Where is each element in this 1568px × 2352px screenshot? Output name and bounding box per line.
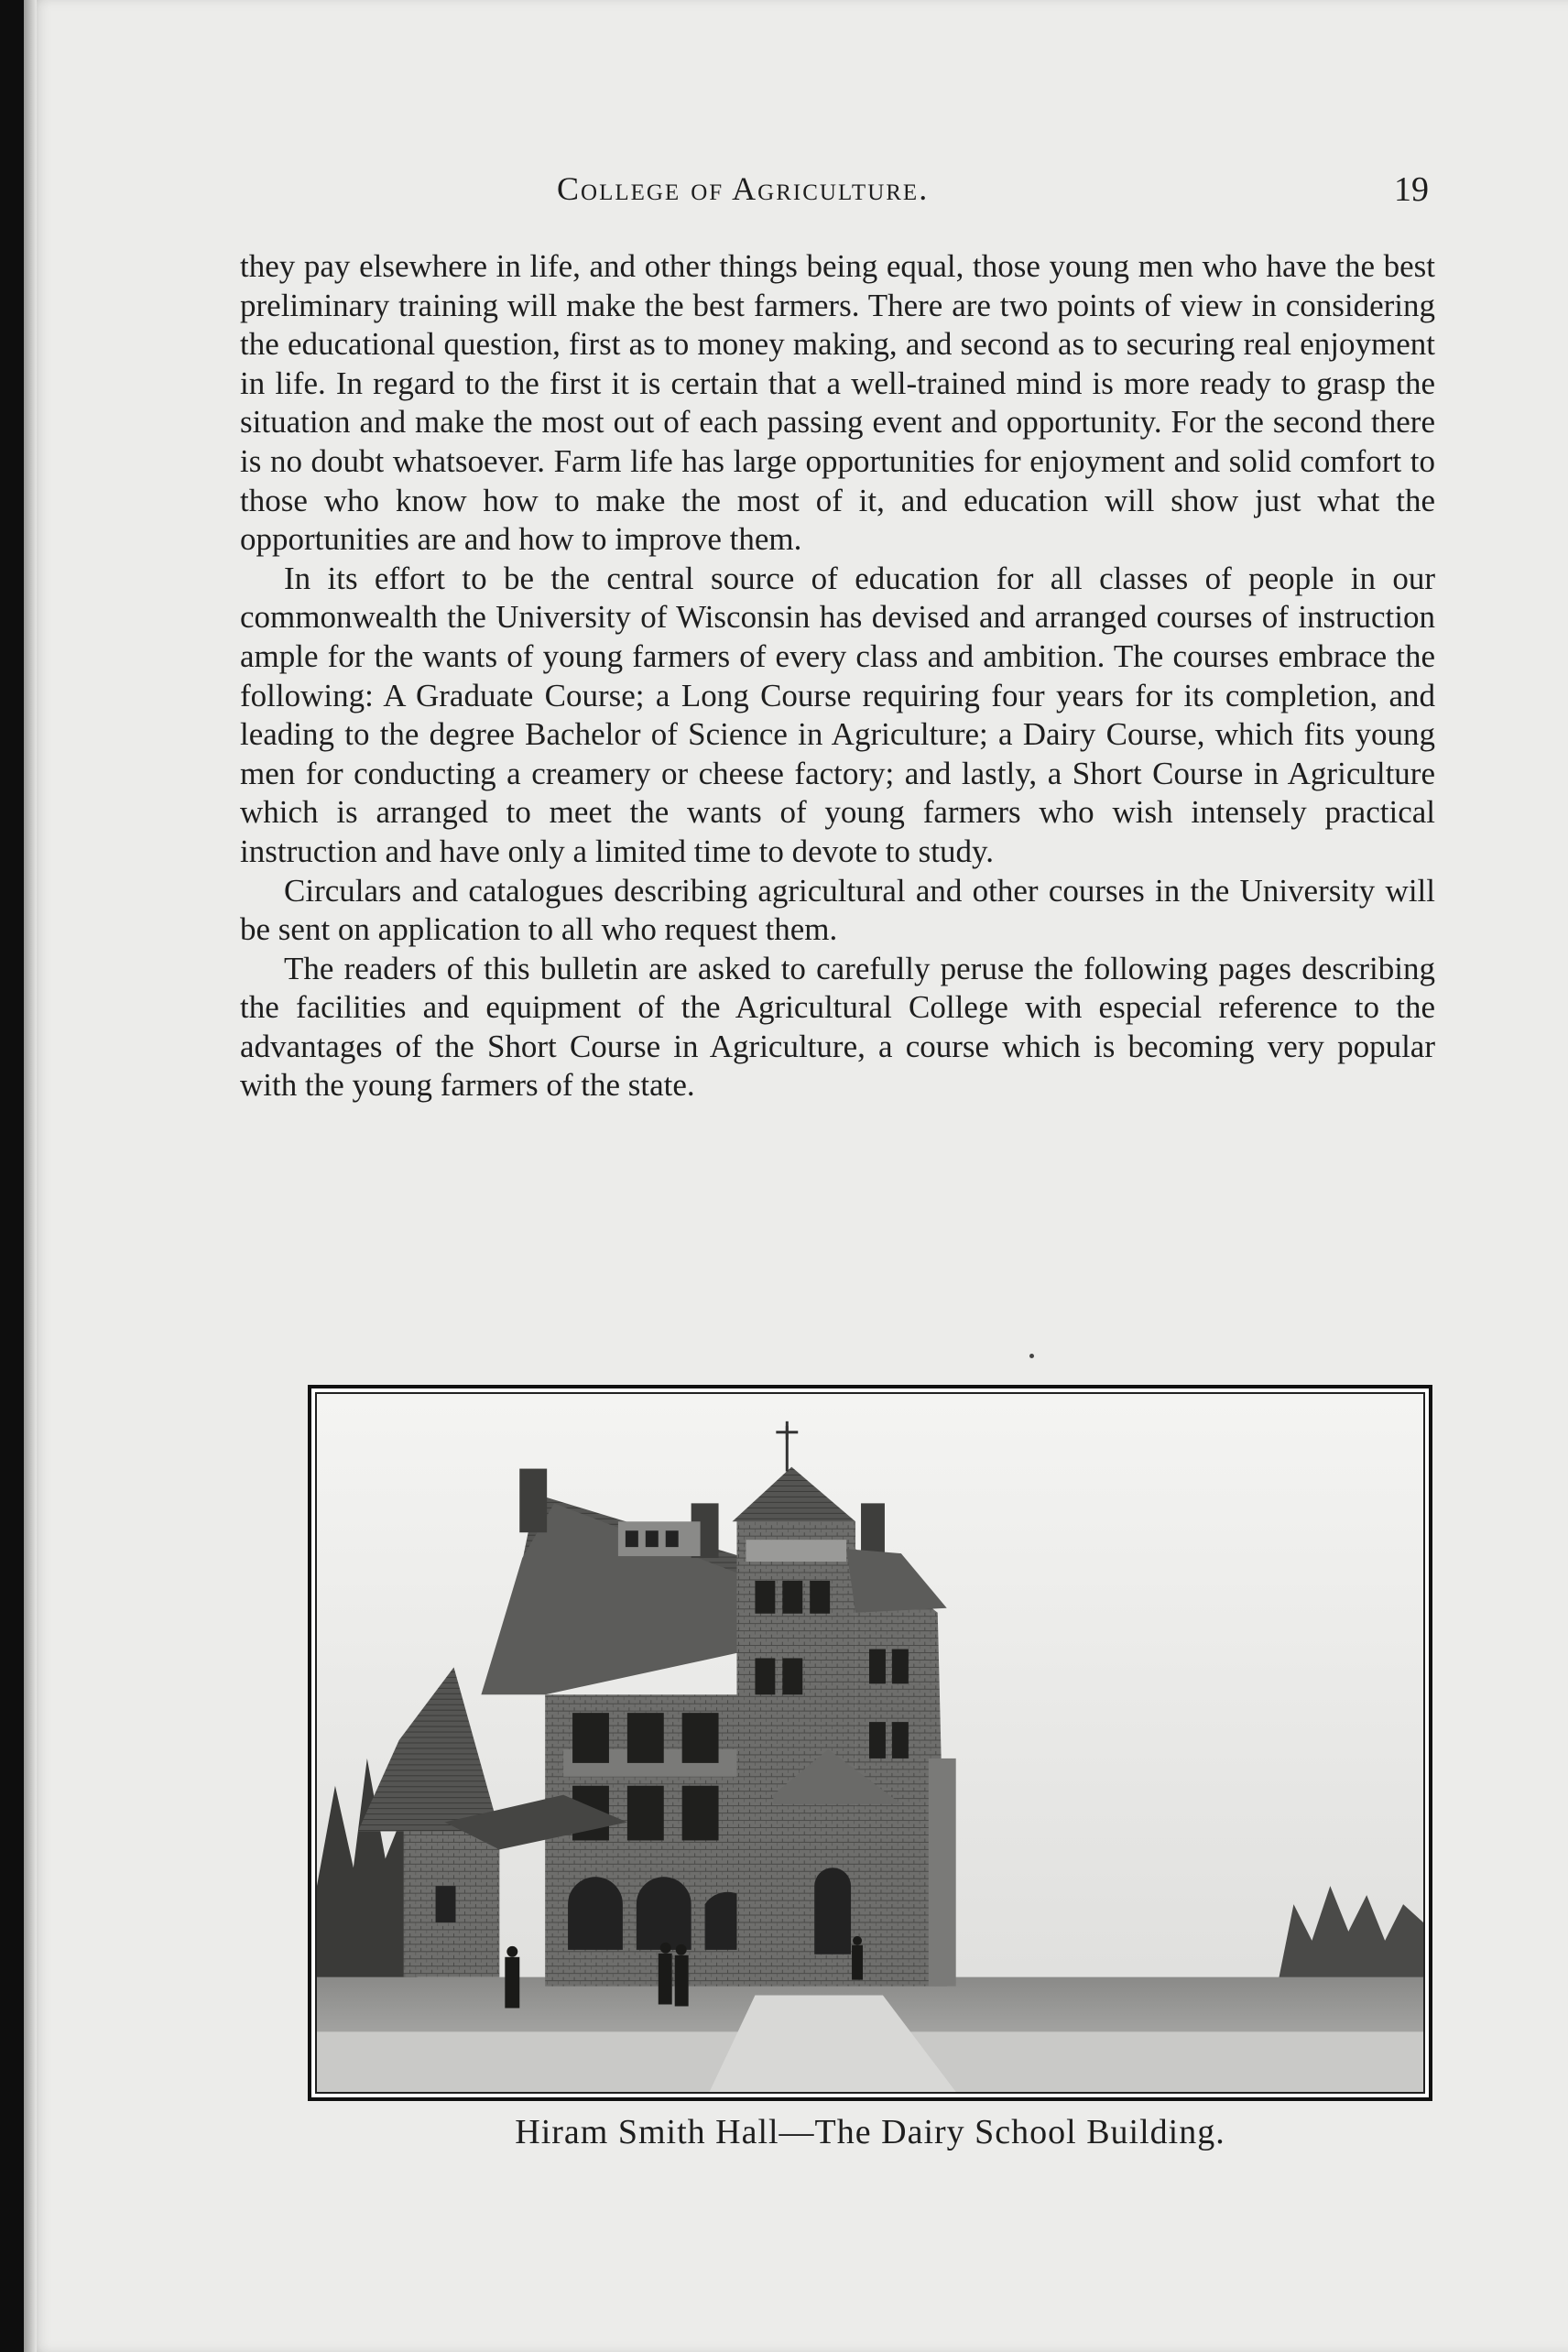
page-number: 19: [1394, 170, 1429, 209]
paragraph-circulars: Circulars and catalogues describing agricultural and other courses in the University will be sent on application to all who request them.: [240, 872, 1435, 948]
hiram-smith-hall-illustration: [317, 1394, 1423, 2092]
paragraph-readers: The readers of this bulletin are asked to carefully peruse the following pages describing the facilities and equipment of the Agricultural College with especial reference to the advantages of the Short Course in Agriculture, a course which is becoming very popular with the young farmers of the state.: [240, 950, 1435, 1104]
main-facade: [545, 1694, 755, 1986]
photograph-frame: [315, 1392, 1425, 2094]
page-gutter-shadow: [24, 0, 37, 2352]
figure-caption: Hiram Smith Hall—The Dairy School Building.: [515, 2113, 1225, 2151]
paragraph-courses: In its effort to be the central source of education for all classes of people in our commonwealth the University of Wisconsin has devised and arranged courses of instruction ample for the wants of young farmers of every class and ambition. The courses embrace the following: A Graduate Course; a Long Course requiring four years for its completion, and leading to the degree Bachelor of Science in Agriculture; a Dairy Course, which fits young men for conducting a creamery or cheese factory; and lastly, a Short Course in Agriculture which is arranged to meet the wants of young farmers who wish intensely practical instruction and have only a limited time to devote to study.: [240, 560, 1435, 869]
building-photograph: [308, 1385, 1432, 2101]
paragraph-continued: they pay elsewhere in life, and other things being equal, those young men who have the best preliminary training will make the best farmers. There are two points of view in considering the educational question, first as to money making, and second as to securing real enjoyment in life. In regard to the first it is certain that a well-trained mind is more ready to grasp the situation and make the most out of each passing event and opportunity. For the second there is no doubt whatsoever. Farm life has large opportunities for enjoyment and solid comfort to those who know how to make the most of it, and education will show just what the opportunities are and how to improve them.: [240, 248, 1435, 558]
print-speck: [1029, 1354, 1034, 1358]
body-text: [240, 247, 1435, 1105]
running-title: College of Agriculture.: [557, 170, 930, 207]
running-header: [238, 169, 1429, 215]
